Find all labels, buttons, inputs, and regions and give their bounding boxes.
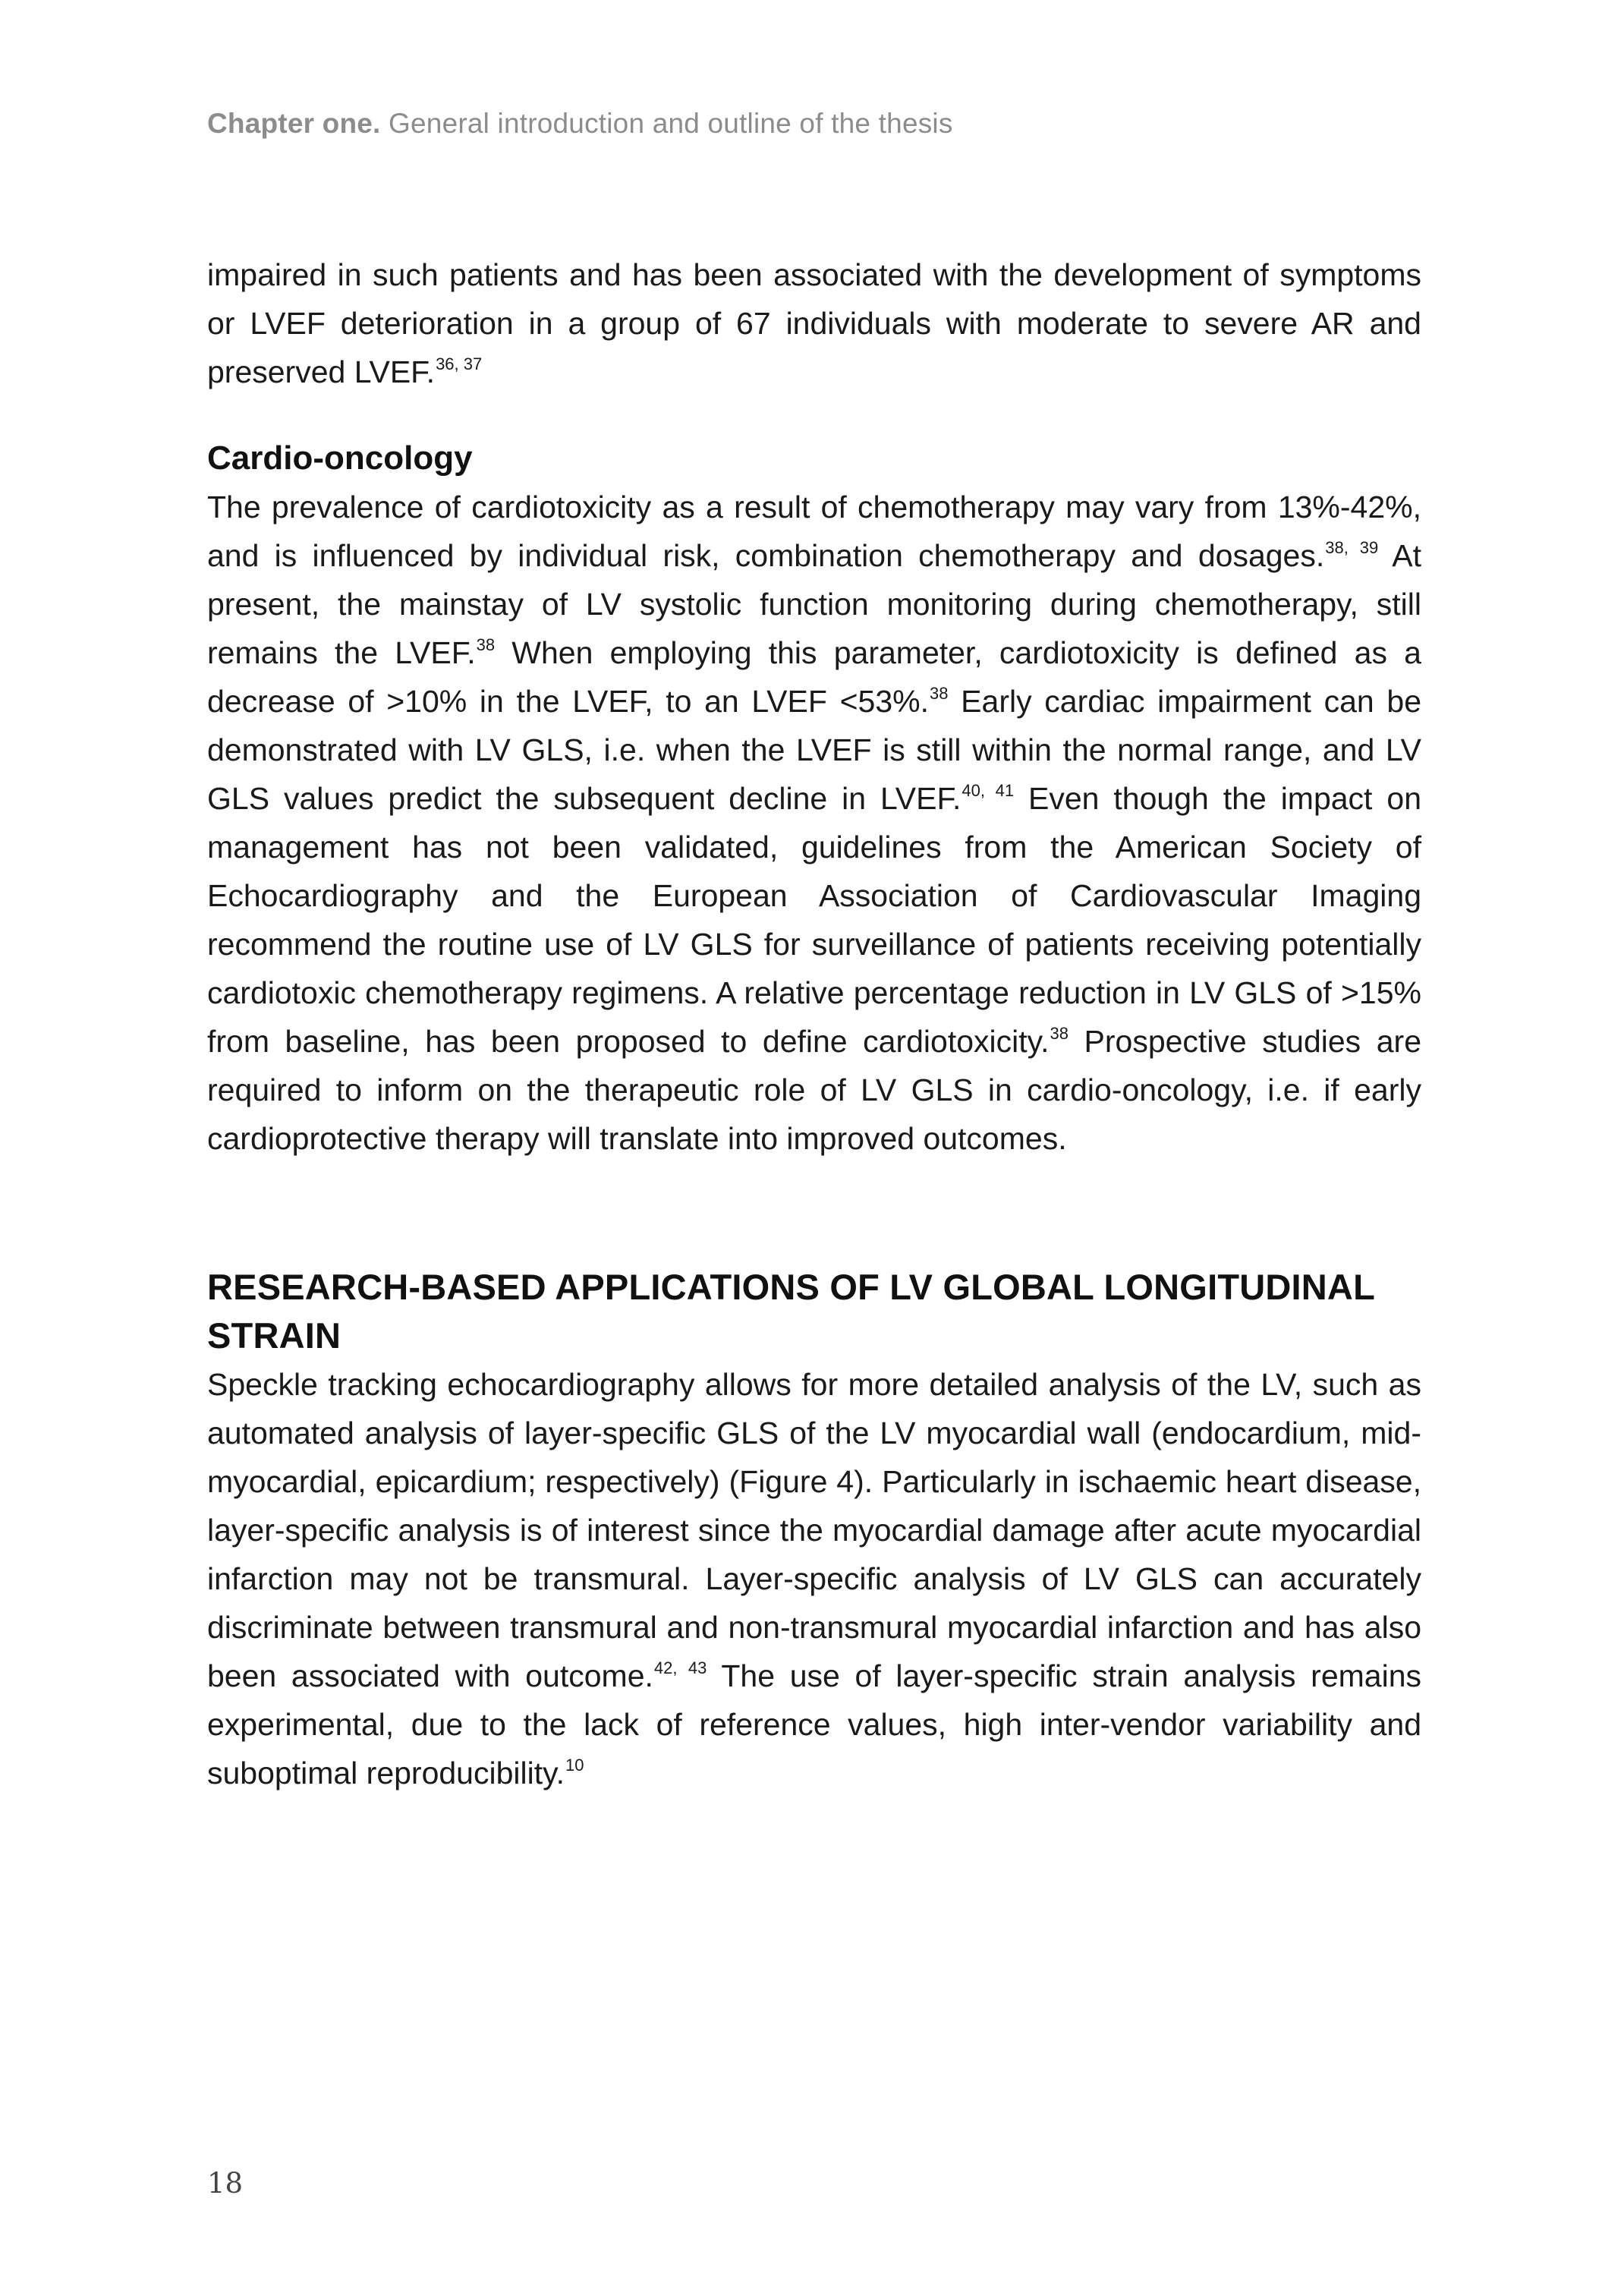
sentence: At present, the mainstay of LV systolic function monitoring during chemotherapy, still remains the LVEF. xyxy=(207,538,1422,670)
main-content xyxy=(207,250,1421,1797)
citation: 38 xyxy=(1050,1024,1069,1043)
intro-paragraph xyxy=(207,250,1421,396)
citation: 38 xyxy=(930,684,949,703)
cardio-oncology-heading: Cardio-oncology xyxy=(207,439,473,477)
sentence: Speckle tracking echocardiography allows for more detailed analysis of the LV, such as automated analysis of layer-specific GLS of the LV myocardial wall (endocardium, mid-myocardial, epicardium; respectively) (Figure 4). Particularly in ischaemic heart disease, layer-specific analysis is of interest since the myocardial damage after acute myocardial infarction may not be transmural. Layer-specific analysis of LV GLS can accurately discriminate between transmural and non-transmural myocardial infarction and has also been associated with outcome. xyxy=(207,1367,1421,1693)
sentence: Even though the impact on management has not been validated, guidelines from the American Society of Echocardiography and the European Association of Cardiovascular Imaging recommend the routine use of LV GLS for surveillance of patients receiving potentially cardiotoxic chemotherapy regimens. A relative percentage reduction in LV GLS of >15% from baseline, has been proposed to define cardiotoxicity. xyxy=(207,781,1421,1059)
page-number: 18 xyxy=(207,2167,244,2200)
citation: 38 xyxy=(476,635,496,654)
research-section-heading: RESEARCH-BASED APPLICATIONS OF LV GLOBAL LONGITUDINAL STRAIN xyxy=(207,1267,1375,1356)
sentence: Early cardiac impairment can be demonstrated with LV GLS, i.e. when the LVEF is still within the normal range, and LV GLS values predict the subsequent decline in LVEF. xyxy=(207,684,1421,816)
citation: 40, 41 xyxy=(961,781,1015,800)
sentence: The use of layer-specific strain analysis remains experimental, due to the lack of reference values, high inter-vendor variability and suboptimal reproducibility. xyxy=(207,1658,1421,1790)
intro-text: impaired in such patients and has been associated with the development of symptoms or LVEF deterioration in a group of 67 individuals with moderate to severe AR and preserved LVEF. xyxy=(207,257,1421,389)
sentence: Prospective studies are required to inform on the therapeutic role of LV GLS in cardio-oncology, i.e. if early cardioprotective therapy will translate into improved outcomes. xyxy=(207,1024,1421,1156)
citation: 36, 37 xyxy=(436,354,483,373)
citation: 10 xyxy=(565,1756,584,1775)
citation: 38, 39 xyxy=(1325,538,1379,557)
sentence: When employing this parameter, cardiotoxicity is defined as a decrease of >10% in the LVEF, to an LVEF <53%. xyxy=(207,635,1421,719)
citation: 42, 43 xyxy=(653,1658,707,1677)
running-head xyxy=(207,108,953,140)
cardio-oncology-paragraph xyxy=(207,483,1421,1163)
running-head-title: General introduction and outline of the thesis xyxy=(389,108,953,139)
research-paragraph xyxy=(207,1360,1421,1797)
running-head-chapter: Chapter one. xyxy=(207,108,381,139)
sentence: The prevalence of cardiotoxicity as a result of chemotherapy may vary from 13%-42%, and is influenced by individual risk, combination chemotherapy and dosages. xyxy=(207,490,1421,573)
